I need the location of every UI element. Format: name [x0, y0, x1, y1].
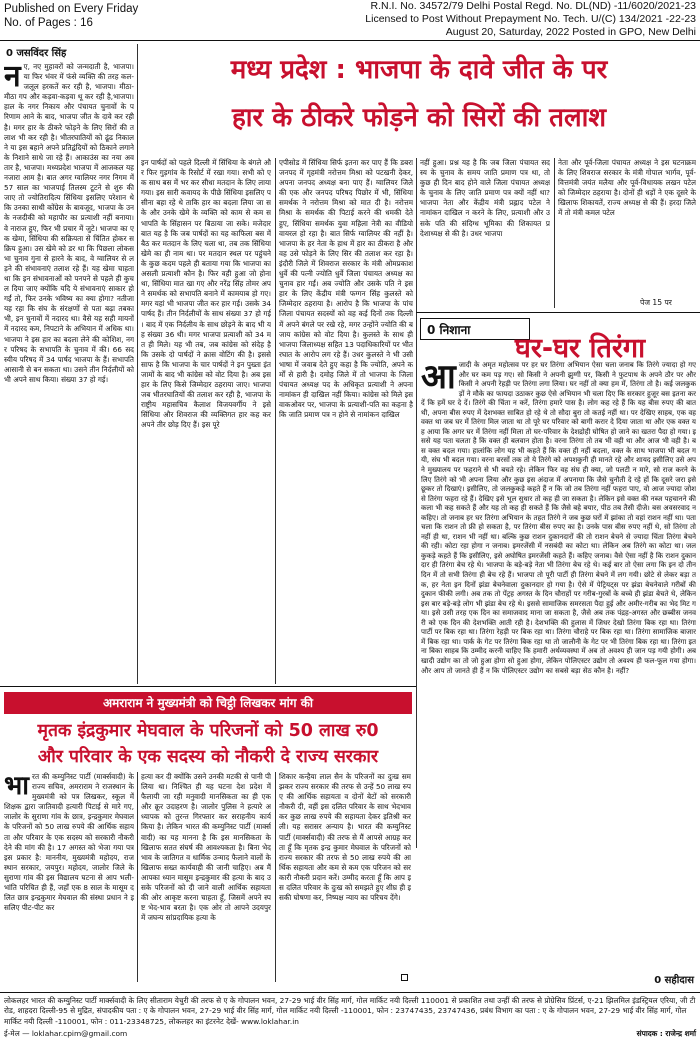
- page-count: No. of Pages : 16: [4, 17, 93, 29]
- nishana-signature: 0 सहीदास: [654, 975, 694, 986]
- lead-headline-line2: हार के ठीकरे फोड़ने को सिरों की तलाश: [231, 103, 606, 133]
- nishana-section-label: 0 निशाना: [420, 318, 530, 340]
- imprint-email: ई-मेल — loklahar.cpim@gmail.com: [4, 1028, 128, 1038]
- lead-column-3: एपीसोड में सिंधिया सिर्फ इतना कर पाए हैं कि डबरा जनपद में गृहमंत्री नरोत्तम मिश्रा को पटखनी देकर, अपना जनपद अध्यक्ष बना पाए हैं। ग्वालियर जिले की एक और जनपद परिषद पिछोर में भी, सिंधिया समर्थक ने नरोत्तम मिश्रा को मात दी है। नरोत्तम मिश्रा के समर्थक की पिटाई करने की धमकी देते हुए, सिंधिया समर्थक युवा महिला नेत्री का वीडियो वायरल हो रहा है। बात सिर्फ ग्वालियर की नहीं है। भाजपा के हर नेता के हाथ में हार का ठीकरा है और वह उसे फोड़ने के लिए सिर की तलाश कर रहा है। इंदौरी जिले में शिवराज सरकार के मंत्री ओमप्रकाश धुर्वे की पत्नी ज्योति धुर्वे जिला पंचायत अध्यक्ष का चुनाव हार गईं। अब ज्योति और उसके पति ने इस हार के लिए केंद्रीय मंत्री फग्गन सिंह कुलस्ते को जिम्मेदार ठहराया है। आरोप है कि भाजपा के पांच जिला पंचायत सदस्यों को वह कई दिनों तक दिल्ली में अपने बंगले पर रखे रहे, मगर उन्होंने ज्योति की बजाय कांग्रेस को वोट दिया है। कुलस्ते के साथ ही भाजपा जिलाध्यक्ष सहित 13 पदाधिकारियों पर भीतरघात के आरोप लग रहे हैं। उधर कुलस्ते ने भी उसी भाषा में जवाब देते हुए कहा है कि ज्योति, अपने कर्मों से हारी है। दमोह जिले में तो भाजपा के जिला पंचायत अध्यक्ष पद के अधिकृत प्रत्याशी ने अपना नामांकन ही दाखिल नहीं किया। कांग्रेस को मिले इस वाकओवर पर, भाजपा के प्रत्याशी-पति का कहना है कि जाति प्रमाण पत्र न होने से नामांकन दाखिल: [279, 158, 413, 420]
- imprint-text: लोकलहर भारत की कम्युनिस्ट पार्टी मार्क्सवादी के लिए सीताराम येचुरी की तरफ से ए के गोपालन भवन, 27-29 भाई वीर सिंह मार्ग, गोल मार्किट नयी दिल्ली 110001 से प्रकाशित तथा उन्हीं की तरफ से प्रोग्रेसिव प्रिंटर्स, ए-21 झिलमिल इंडस्ट्रियल एरिया, जी टी रोड, शाहदरा दिल्ली-95 से मुद्रित, संपादकीय पता : ए के गोपालन भवन, 27-29 भाई वीर सिंह मार्ग, गोल मार्किट नयी दिल्ली -110001, फोन : 23747435, 23747436, प्रबंध विभाग का पता : ए के गोपालन भवन, 27-29 भाई वीर सिंह मार्ग, गोल मार्किट नयी दिल्ली -110001, फोन : 011-23348725, लोकलहर का इंटरनेट देखें- www.loklahar.in: [4, 996, 696, 1026]
- nishana-body: [421, 360, 696, 964]
- story2-column-1-text: रत की कम्युनिस्ट पार्टी (मार्क्सवादी) के राज्य सचिव, अमराराम ने राजस्थान के मुख्यमंत्री को पत्र लिखकर, स्कूल में शिक्षक द्वारा जातिवादी हत्यारी पिटाई से मारे गए, जालोर के सुराणा गांव के छात्र, इन्द्रकुमार मेघवाल के परिजनों को 50 लाख रुपये की आर्थिक सहायता और परिवार के एक सदस्य को सरकारी नौकरी देने की मांग की है। 17 अगस्त को भेजा गया पत्र इस प्रकार है: माननीय, मुख्यमंत्री महोदय, राजस्थान सरकार, जयपुर। महोदय, जालोर जिले के सुराणा गांव की इस विद्यालय घटना से आप भली-भांति परिचित ही हैं, जहाँ एक 8 साल के मासूम दलित छात्र इन्द्रकुमार मेघवाल की संस्था प्रधान ने इसलिए पीट-पीट कर: [4, 772, 134, 913]
- lead-headline-line1: मध्य प्रदेश : भाजपा के दावे जीत के पर: [230, 55, 608, 85]
- lead-dropcap: न: [4, 62, 21, 94]
- story2-column-2: हत्या कर दी क्योंकि उसने उनकी मटकी से पानी पी लिया था। निश्चित ही यह घटना देश प्रदेश में फैलायी जा रही मनुवादी मानसिकता का ही एक और क्रूर उदाहरण है। जालोर पुलिस ने हत्यारे अध्यापक को तुरन्त गिरफ्तार कर सराहनीय कार्य किया है। लेकिन भारत की कम्युनिस्ट पार्टी (मार्क्सवादी) का यह मानना है कि इस मानसिकता के खिलाफ सतत संघर्ष की आवश्यकता है। बिना भेदभाव के जातिगत व धार्मिक उन्माद फैलाने वालों के खिलाफ सख्त कार्यवाही की जानी चाहिए। अब मैं आपका ध्यान मासूम इन्द्रकुमार की हत्या के बाद उसके परिजनों को दी जाने वाली आर्थिक सहायता की ओर आकृष्ट करना चाहता हूँ, जिसमें अपने स्पष्ट भेद-भाव बरता है। एक ओर तो आपने उदयपुर में जघन्य सांप्रदायिक हत्या के: [141, 772, 271, 923]
- masthead-right: [365, 0, 696, 39]
- masthead-left: [4, 2, 138, 30]
- column-divider: [554, 158, 555, 308]
- story2-column-3: शिकार कन्हैया लाल सैन के परिजनों का दुःख समझकर राज्य सरकार की तरफ से उन्हें 50 लाख रुपए की आर्थिक सहायता व दोनों बेटों को सरकारी नौकरी दी, वहीं इस दलित परिवार के साथ भेदभाव कर कुछ लाख रुपये की सहायता देकर इतिश्री कर ली। यह सरासर अन्याय है। भारत की कम्युनिस्ट पार्टी (मार्क्सवादी) की तरफ से मैं आपसे आग्रह करता हूँ कि मृतक इन्द्र कुमार मेघवाल के परिजनों को राज्य सरकार की तरफ से 50 लाख रुपये की आर्थिक सहायता और कम से कम एक परिजन को सरकारी नौकरी प्रदान करें। उम्मीद करता हूँ कि आप इस दलित परिवार के दुःख को समझते हुए शीघ्र ही इसकी घोषणा कर, निष्पक्ष न्याय का परिचय देंगे।: [279, 772, 411, 903]
- story2-column-1: [4, 772, 134, 984]
- story2-headline: [4, 718, 412, 770]
- end-mark-icon: [401, 974, 408, 981]
- lead-column-5: नेता और पूर्व-जिला पंचायत अध्यक्ष ने इस घटनाक्रम के लिए शिवराज सरकार के मंत्री गोपाल भार्गव, पूर्व-वित्तमंत्री जयंत मलैया और पूर्व-विधायक लखन पटेल को जिम्मेदार ठहराया है। दोनों ही धड़ों ने एक दूसरे के खिलाफ शिकायतें, राज्य अध्यक्ष से की हैं। हरदा जिले में तो मंत्री कमल पटेल: [558, 158, 696, 218]
- column-divider: [137, 44, 138, 684]
- footer-rule: [0, 992, 700, 993]
- imprint-footer: [4, 996, 696, 1039]
- nishana-title: घर-घर तिरंगा: [514, 333, 646, 364]
- nishana-body-text: जादी के अमृत महोत्सव पर हर घर तिरंगा अभियान ऐसा चला जनाब कि तिरंगे ज्यादा हो गए और घर कम पड़ गए। सो किसी ने अपनी झुग्गी पर, किसी ने फुटपाथ के अपने ठौर पर और किसी ने अपनी रेहड़ी पर तिरंगा लगा लिया। घर नहीं तो क्या हम में, तिरंगा तो है। कई जलकुकड़ों ने मौके का फायदा उठाकर कुछ ऐसे अभियान भी चला दिए कि सरकार हुजूर बस इतना कर दें कि हमें घर दे दें। तिरंगे की चिंता न करें, तिरंगा हमारे पास है। लोग कह रहे हैं कि यह बीस रुपए की बात थी, अपना बीस रुपए में देशभक्त साबित हो रहे थे तो सौदा बुरा तो कतई नहीं था। पर देखिए साहब, एक वह वक्त था जब घर में तिरंगा मिल जाता था तो पूरे घर परिवार को बागी करार दे दिया जाता था और एक वक्त यह आया कि अगर घर में तिरंगा नहीं मिला तो घर-परिवार के देशद्रोही घोषित हो जाने का खतरा पैदा हो गया। इससे यह पता चलता है कि वक्त ही बलवान होता है। वरना तिरंगा तो तब भी वही था और आज भी वही है। बस वक्त बदल गया। हालांकि लोग यह भी कहते हैं कि वक्त ही नहीं बदला, वक्त के साथ भाजपा भी बदल गयी, संघ भी बदल गया। वरना बरसों तक तो ये तिरंगे को अपशकुनी ही मानते रहे और शायद इसीलिए उसे अपने मुख्यालय पर फहराने से भी बचते रहे। लेकिन फिर वह संघ ही क्या, जो पलटी न मारे, सो राज करने के लिए तिरंगे को भी अपना लिया और कुछ इस अंदाज में अपनाया कि जैसे चुनौती दे रहे हों कि दूसरे जरा इसे छूकर तो दिखाएं। इसीलिए, तो जलकुकड़े कहते हैं न कि जो तब तिरंगा नहीं फहरा पाए, वो आज ज्यादा जोश से तिरंगा फहरा रहे हैं। देखिए इसे भूल सुधार तो कह ही जा सकता है। लेकिन इसे वक्त की नब्ज पहचानने की कला भी कह सकते हैं और यह तो कह ही सकते हैं कि जैसे बहे बयार, पीठ तब तैसी दीजे। बस अवसरवाद न कहिए। तो जनाब हर घर तिरंगा अभियान के तहत तिरंगे ने जब कुछ घरों में झांका तो वहां राशन नहीं था। पता चला कि राशन तो फ्री हो सकता है, पर तिरंगा बीस रुपए का है। उनके पास बीस रुपए नहीं थे, सो तिरंगा तो नहीं ही था, राशन भी नहीं था। बल्कि कुछ राशन दुकानदारों की तो राशन बेचने से ज्यादा चिंता तिरंगा बेचने की रही। कोटा रहा होगा न जनाब। इमरजेंसी में नसबंदी का कोटा था। लेकिन अब तिरंगे का कोटा था। जलकुकड़े कहते हैं कि इसीलिए, इसे अघोषित इमरजेंसी कहते हैं। कहिए जनाब। वैसे ऐसा नहीं है कि राशन दुकानदार ही तिरंगा बेच रहे थे। भाजपा के बड़े-बड़े नेता भी तिरंगा बेच रहे थे। कई बार तो ऐसा लगा कि इन दो तीन दिन में तो सभी तिरंगा ही बेच रहे हैं। भाजपा तो पूरी पार्टी ही तिरंगा बेचने में लग गयी। छोटे से लेकर बड़ा तक, हर नेता इन दिनों झंडा बेचनेवाला दुकानदार हो गया है। ऐसे में पेट्रियट्स पर झंडा बेचनेवाले गरीबों की दुकान फीकी लगी। अब तक तो पेंट्रह अगस्त के दिन चौराहों पर गरीब-गुरबों के बच्चे ही झंडा बेचते थे, लेकिन इस बार बड़े-बड़े लोग भी झंडा बेच रहे थे। इससे सामाजिक समरसता पैदा हुई और अमीर-गरीब का भेद मिट गया। इसे उसी तरह एक दिन का समाजवाद माना जा सकता है, जैसे अब तक पंद्रह-अगस्त और छब्बीस जनवरी को एक दिन की देशभक्ति आती रही है। देशभक्ति की हुलास में जिधर देखो तिरंगा बिक रहा था। तिरंगा पार्टी पर बिक रहा था। तिरंगा रेहड़ी पर बिक रहा था। तिरंगा चौराहे पर बिक रहा था। तिरंगा सामाजिक बाजार में बिक रहा था। पार्क के गेट पर तिरंगा बिक रहा था तो जालौनी के गेट पर भी तिरंगा बिक रहा था। तिरंगा इतना बिका साहब कि उम्मीद करनी चाहिए कि हमारी अर्थव्यवस्था में अब तो अवश्य ही जान पड़ गयी होगी। अब खादी उद्योग का तो जो हुआ होगा सो हुआ होगा, लेकिन पोलिएस्टर उद्योग तो अवश्य ही फल-फूल गया होगा। और आप तो जानते ही हैं न कि पोलिएस्टर उद्योग का सबसे बड़ा सेठ कौन है। नहीं?: [421, 360, 696, 675]
- section-rule: [0, 686, 416, 687]
- date-line: August 20, Saturday, 2022 Posted in GPO, New Delhi: [445, 26, 696, 38]
- section-rule: [416, 312, 700, 313]
- story2-dropcap: भा: [4, 772, 30, 801]
- registration-line: R.N.I. No. 34572/79 Delhi Postal Regd. No. DL(ND) -11/6020/2021-23: [370, 0, 696, 12]
- license-line: Licensed to Post Without Prepayment No. Tech. U/(C) 134/2021 -22-23: [365, 13, 696, 25]
- nishana-dropcap: आ: [421, 360, 456, 397]
- column-divider: [275, 158, 276, 684]
- column-divider: [416, 158, 417, 848]
- lead-headline: [140, 46, 698, 152]
- story2-banner: अमराराम ने मुख्यमंत्री को चिट्ठी लिखकर मांग की: [4, 692, 412, 714]
- masthead-rule: [0, 40, 700, 41]
- story2-headline-line1: मृतक इंद्रकुमार मेघवाल के परिजनों को 50 लाख रु0: [37, 721, 379, 741]
- column-divider: [137, 772, 138, 982]
- lead-column-1: [4, 62, 134, 682]
- lead-byline: 0 जसविंदर सिंह: [6, 48, 67, 59]
- publication-frequency: Published on Every Friday: [4, 3, 139, 15]
- imprint-editor: संपादक : राजेन्द्र शर्मा: [636, 1028, 696, 1038]
- story2-headline-line2: और परिवार के एक सदस्य को नौकरी दे राज्य सरकार: [37, 747, 379, 767]
- continued-note: पेज 15 पर: [640, 298, 672, 307]
- lead-column-1-text: ए, नए मुहावरों को जन्मदाती है, भाजपा। या फिर भंवर में फंसे व्यक्ति की तरह कल-जलूल हरकतें कर रही है, भाजपा। मीठा-मीठा गप और कड़वा-कड़वा थू कर रही है,भाजपा। हाल के नगर निकाय और पंचायत चुनावों के परिणाम आने के बाद, भाजपा जीत के दावे कर रही है। मगर हार के ठीकरे फोड़ने के लिए सिरों की तलाश भी कर रही है। भीतरघातियों को ढूंढ निकालने या इस बहाने अपने प्रतिद्वंदियों को ठिकाने लगाने के निशाने साधे जा रहे हैं। आकाउंस का नया अवतार है, भाजपा। मध्यप्रदेश भाजपा में आजकल यह नजारा आम है। बात अगर ग्वालियर नगर निगम में 57 साल का भाजपाई तिलस्म टूटने से शुरु की जाए तो ज्योतिरादित्य सिंधिया इसलिए परेशान थे कि उनका साथी कोंग्रेस के बावजूद, भाजपा के उनके नजदीकी को महापौर का प्रत्याशी नहीं बनाया। वे नाराज हुए, फिर भी प्रचार में जुटे। भाजपा का एक खेमा, सिंधिया की सक्रियता से चिंतित होकर सक्रिय हुआ। उस खेमे को डर था कि पिछला लोकसभा चुनाव गुना से हारने के बाद, वे ग्वालियर से लड़ने की संभावनाएं तलाश रहे हैं। यह खेमा चाहता था कि इन संभावनाओं को पनपने से पहले ही कुचल दिया जाए क्योंकि यदि ये संभावनाएं साकार हो गईं तो, फिर उनके भविष्य का क्या होगा? नतीजा यह रहा कि संघ के संरक्षणों से पता बढ़ा तबका भी, इन चुनावों में नदारद था। वैसे यह सही मायनों में नदारद कम, निपटाने के अभियान में अधिक था। भाजपा ने इस हार का बदला लेने की कोशिश, नगर परिषद के सभापति के चुनाव में की। 66 सदस्यीय परिषद में 34 पार्षद भाजपा के हैं। सभापति आसानी से बन सकता था। उसने तीन निर्दलीयों को भी अपने साथ किया। संख्या 37 हो गई।: [4, 62, 134, 384]
- lead-column-2: इन पार्षदों को पहले दिल्ली में सिंधिया के बंगले और फिर गुड़गांव के रिसोर्ट में रखा गया। सभी को एक साथ बस में भर कर सीधा मतदान के लिए लाया गया। इस सारी कवायद के पीछे सिंधिया इसलिए पसीना बहा रहे थे ताकि हार का बदला लिया जा सके और उनके खेमे के व्यक्ति को काम से कम सभापति के सिंहासन पर बिठाया जा सके। मजेदार बात यह है कि जब पार्षदों का यह काफिला बस में बैठ कर मतदान के लिए चला था, तब तक सिंधिया खेमे का ही नाम था। पर मतदान स्थल पर पहुंचने के कुछ कदम पहले ही बताया गया कि भाजपा का असली प्रत्याशी कौन है। फिर वही हुआ जो होना था, सिंधिया मात खा गए और नरेंद्र सिंह तोमर अपने समर्थक को सभापति बनाने में कामयाब हो गए। मगर यहां भी भाजपा जीत कर हार गई। उसके 34 पार्षद हैं। तीन निर्दलीयों के साथ संख्या 37 हो गई। बाद में एक निर्दलीय के साथ छोड़ने के बाद भी यह संख्या 36 थी। मगर भाजपा प्रत्याशी को 34 मत ही मिले। यह भी तब, जब कांग्रेस को संदेह है कि उसके दो पार्षदों ने क्रास वोटिंग की है। इससे साफ है कि भाजपा के चार पार्षदों ने इन पुख्ता इंतजामों के बाद भी कांग्रेस को वोट दिया है। अब इस हार के लिए किसे जिम्मेदार ठहराया जाए। भाजपा जब भीतरघातियों की तलाश कर रही है, भाजपा के राष्ट्रीय महासचिव कैलाश विजयवर्गीय ने इसे सिंधिया और शिवराज की व्यक्तिगत हार कह कर अपने तीर छोड़ दिए हैं। इस पूरे: [141, 158, 271, 430]
- lead-column-4: नहीं हुआ। प्रश्न यह है कि जब जिला पंचायत सदस्य के चुनाव के समय जाति प्रमाण पत्र था, तो कुछ ही दिन बाद होने वाले जिला पंचायत अध्यक्ष के चुनाव के लिए जाति प्रमाण पत्र क्यों नहीं था? भाजपा नेता और केंद्रीय मंत्री प्रह्लाद पटेल ने नामांकन दाखिल न करने के लिए, प्रत्याशी और उसके पति की संदिग्ध भूमिका की शिकायत प्रदेशाध्यक्ष से की है। उधर भाजपा: [420, 158, 550, 238]
- column-divider: [275, 772, 276, 982]
